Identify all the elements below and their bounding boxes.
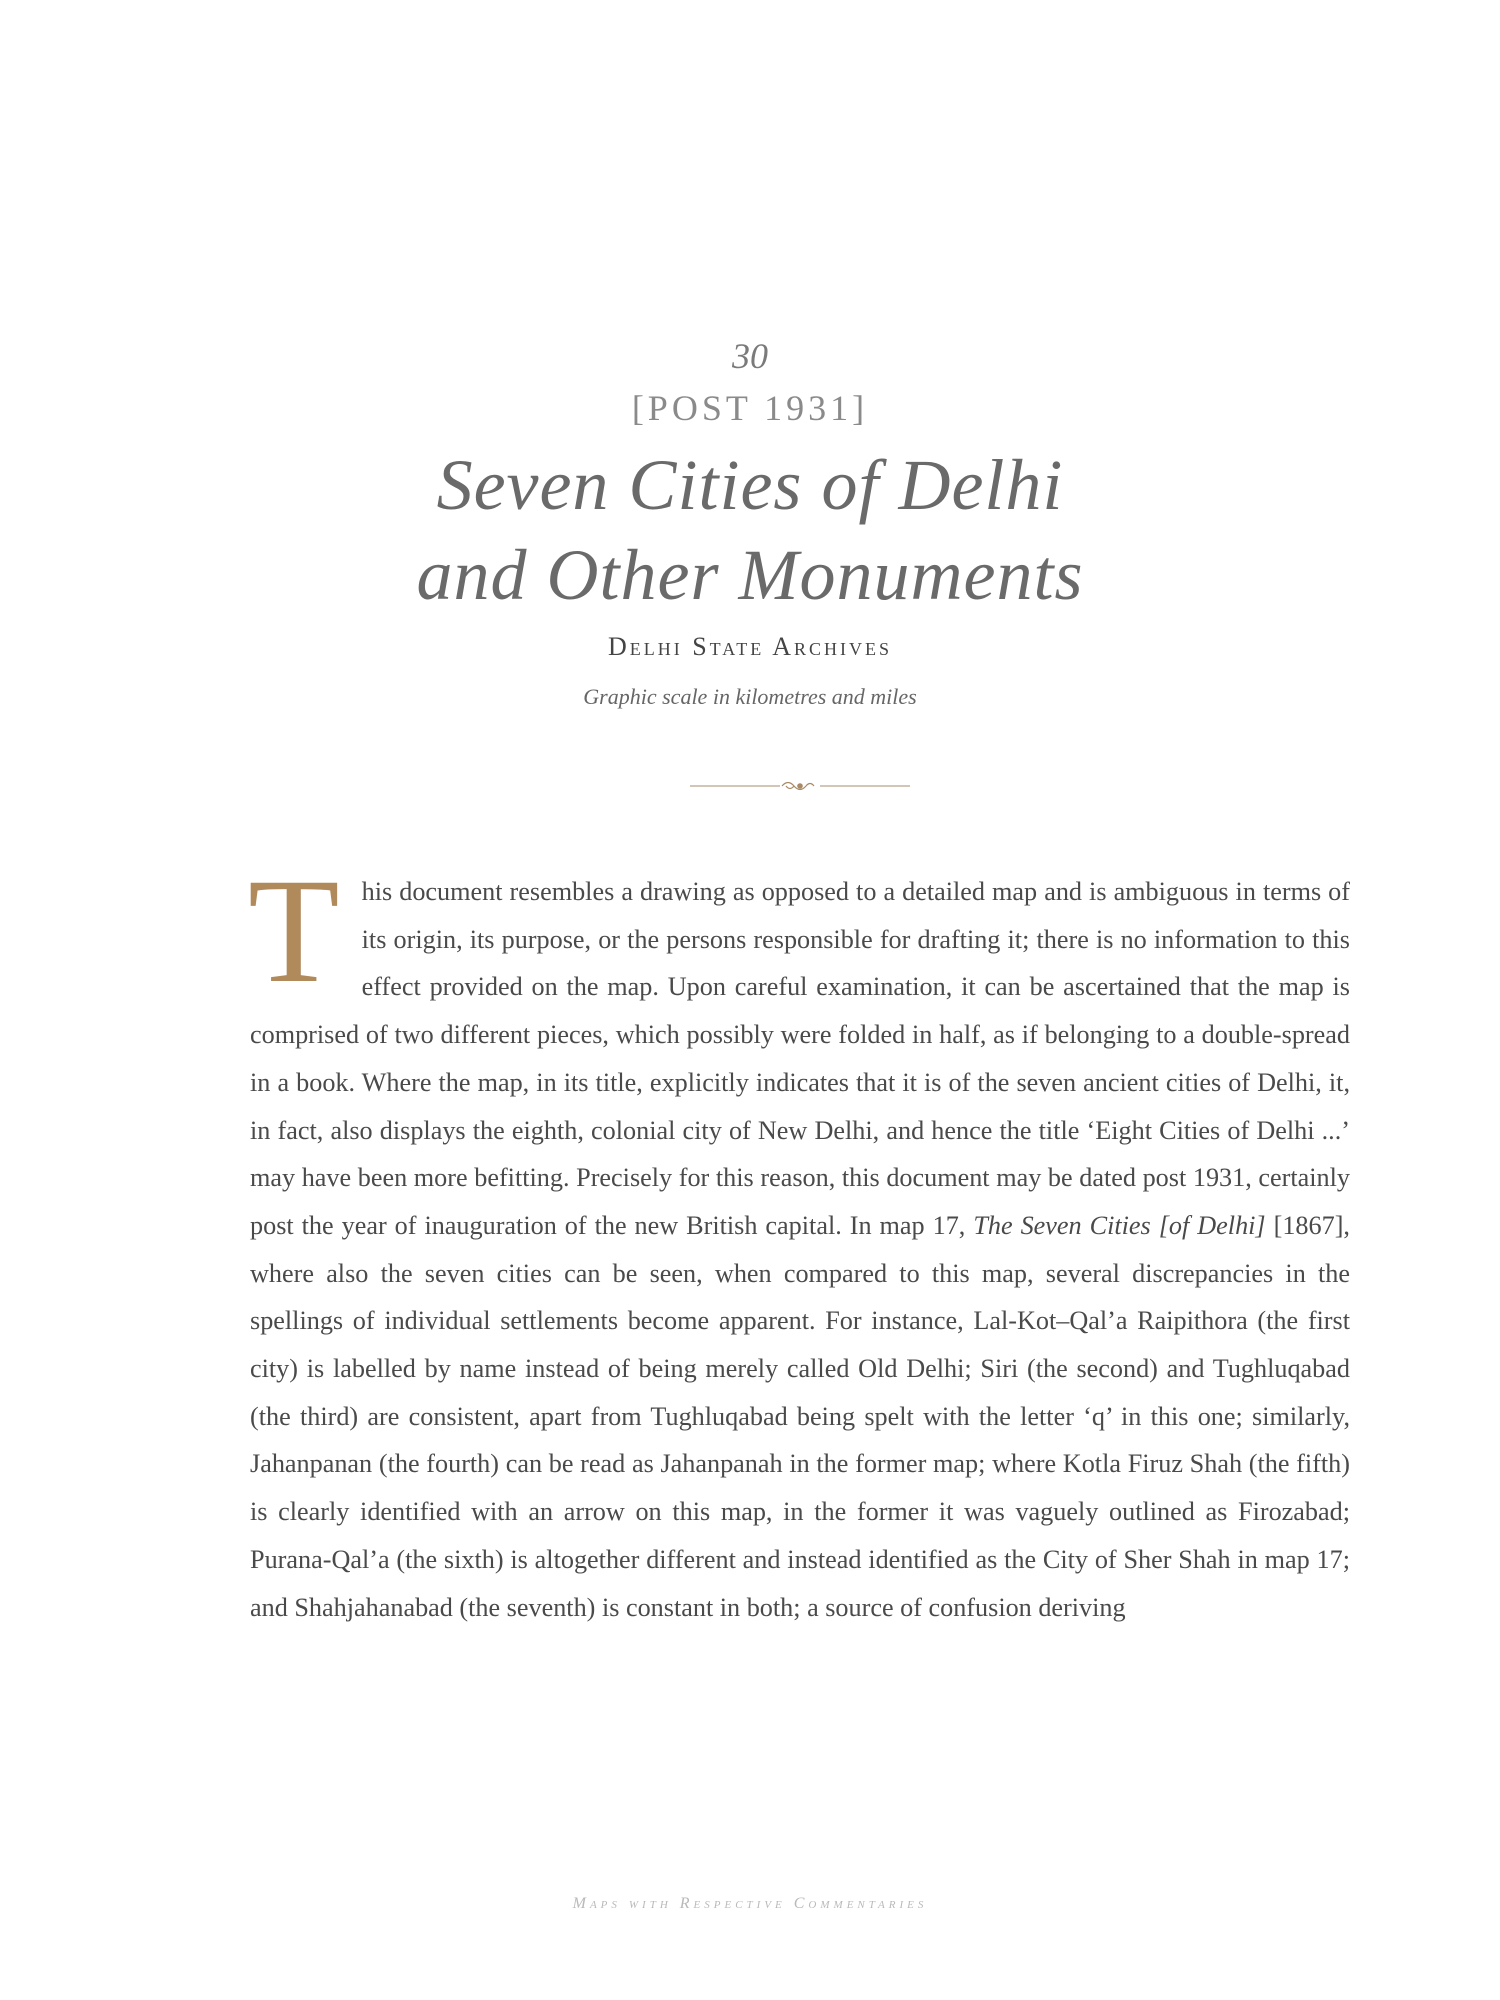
- map-number: 30: [732, 336, 768, 376]
- ornament-divider: [690, 776, 910, 796]
- italic-map-title: The Seven Cities [of Delhi]: [973, 1210, 1266, 1240]
- page-title: [0, 440, 1500, 620]
- title-line-1: Seven Cities of Delhi: [436, 445, 1064, 525]
- drop-cap: T: [248, 848, 340, 1014]
- archive-source: Delhi State Archives: [607, 632, 893, 661]
- paragraph-text-end: [1867], where also the seven cities can be seen, when compared to this map, several discrepancies in the spellings of individual settlements become apparent. For instance, Lal-Kot–Qal’a Raipithora (the first city) is labelled by name instead of being merely called Old Delhi; Siri (the second) and Tughluqabad (the third) are consistent, apart from Tughluqabad being spelt with the letter ‘q’ in this one; similarly, Jahanpanan (the fourth) can be read as Jahanpanah in the former map; where Kotla Firuz Shah (the fifth) is clearly identified with an arrow on this map, in the former it was vaguely outlined as Firozabad; Purana-Qal’a (the sixth) is altogether different and instead identified as the City of Sher Shah in map 17; and Shahjahanabad (the seventh) is constant in both; a source of confusion deriving: [250, 1210, 1350, 1622]
- commentary-paragraph: [248, 848, 1350, 1631]
- scale-note: Graphic scale in kilometres and miles: [583, 684, 917, 709]
- running-footer: Maps with Respective Commentaries: [572, 1895, 928, 1912]
- body-text: [248, 848, 1350, 1631]
- title-line-2: and Other Monuments: [416, 535, 1084, 615]
- paragraph-text-start: his document resembles a drawing as opposed to a detailed map and is ambiguous in terms of its origin, its purpose, or the persons responsible for drafting it; there is no information to this effect provided on the map. Upon careful examination, it can be ascertained that the map is comprised of two different pieces, which possibly were folded in half, as if belonging to a double-spread in a book. Where the map, in its title, explicitly indicates that it is of the seven ancient cities of Delhi, it, in fact, also displays the eighth, colonial city of New Delhi, and hence the title ‘Eight Cities of Delhi ...’ may have been more befitting. Precisely for this reason, this document may be dated post 1931, certainly post the year of inauguration of the new British capital. In map 17,: [250, 877, 1350, 1240]
- map-date: [POST 1931]: [631, 388, 869, 428]
